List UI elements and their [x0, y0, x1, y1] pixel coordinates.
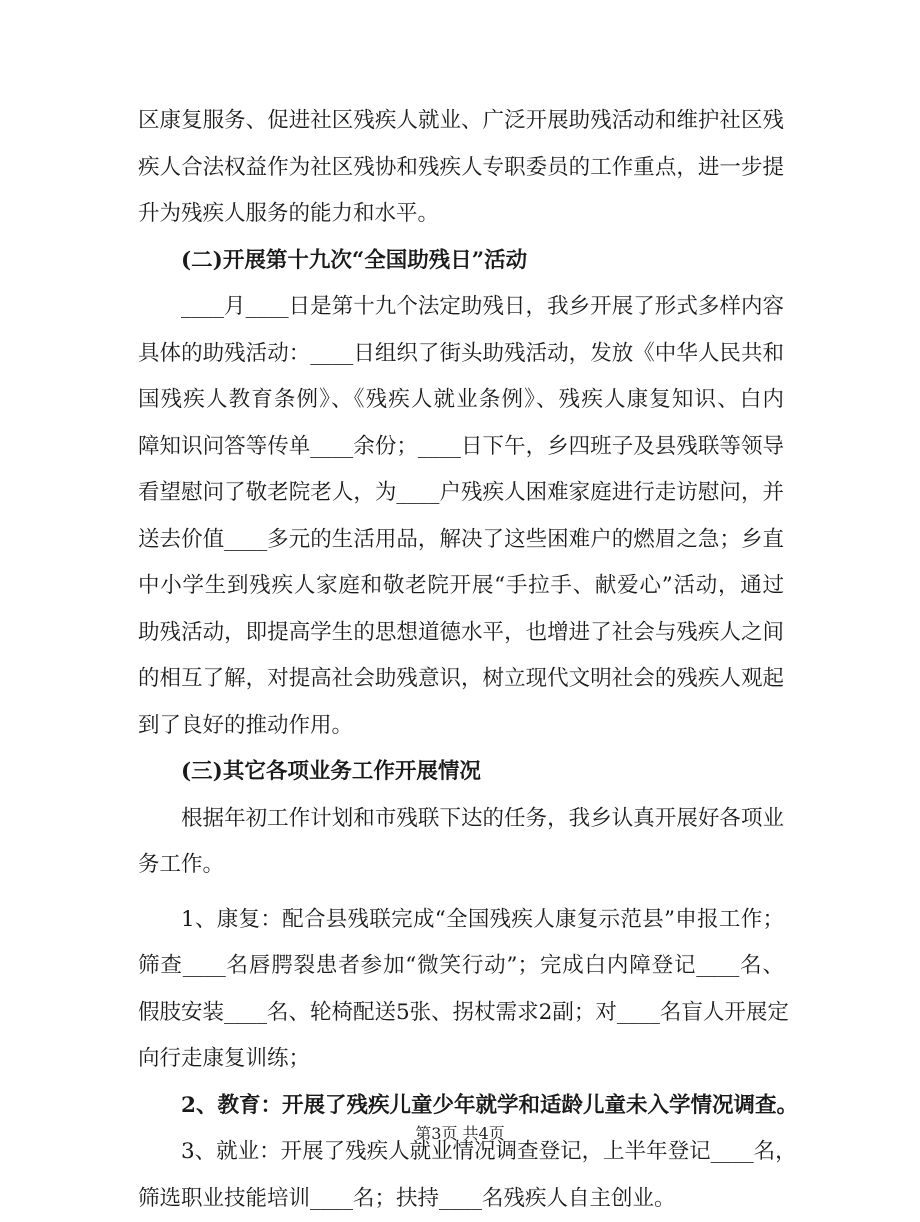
text-line: 3、就业：开展了残疾人就业情况调查登记，上半年登记____名， — [138, 1129, 784, 1176]
text-line: 具体的助残活动：____日组织了街头助残活动，发放《中华人民共和 — [138, 331, 784, 378]
text-line: 区康复服务、促进社区残疾人就业、广泛开展助残活动和维护社区残 — [138, 98, 784, 145]
text-line: 务工作。 — [138, 842, 784, 889]
text-line: 的相互了解，对提高社会助残意识，树立现代文明社会的残疾人观起 — [138, 656, 784, 703]
spacer — [138, 889, 784, 897]
text-line: ____月____日是第十九个法定助残日，我乡开展了形式多样内容 — [138, 284, 784, 331]
text-line: 中小学生到残疾人家庭和敬老院开展“手拉手、献爱心”活动，通过 — [138, 563, 784, 610]
text-line: 升为残疾人服务的能力和水平。 — [138, 191, 784, 238]
text-line: 1、康复：配合县残联完成“全国残疾人康复示范县”申报工作； — [138, 897, 784, 944]
section-heading-other-work: (三)其它各项业务工作开展情况 — [138, 749, 784, 796]
text-line: 疾人合法权益作为社区残协和残疾人专职委员的工作重点，进一步提 — [138, 145, 784, 192]
text-line: 国残疾人教育条例》、《残疾人就业条例》、残疾人康复知识、白内 — [138, 377, 784, 424]
text-line: 根据年初工作计划和市残联下达的任务，我乡认真开展好各项业 — [138, 796, 784, 843]
page-number-footer: 第3页 共4页 — [0, 1124, 920, 1144]
paragraph-disability-day — [138, 284, 784, 749]
paragraph-rehab-services — [138, 98, 784, 238]
list-item-rehabilitation — [138, 897, 784, 1083]
text-line: 向行走康复训练； — [138, 1036, 784, 1083]
text-line: 筛选职业技能培训____名；扶持____名残疾人自主创业。 — [138, 1176, 784, 1222]
text-line: 筛查____名唇腭裂患者参加“微笑行动”；完成白内障登记____名、 — [138, 943, 784, 990]
text-line: 到了良好的推动作用。 — [138, 703, 784, 750]
document-body — [138, 98, 784, 1222]
section-heading-disability-day: (二)开展第十九次“全国助残日”活动 — [138, 238, 784, 285]
text-line: 看望慰问了敬老院老人，为____户残疾人困难家庭进行走访慰问，并 — [138, 470, 784, 517]
text-line: 送去价值____多元的生活用品，解决了这些困难户的燃眉之急；乡直 — [138, 517, 784, 564]
text-line: 障知识问答等传单____余份；____日下午，乡四班子及县残联等领导 — [138, 424, 784, 471]
list-item-education: 2、教育：开展了残疾儿童少年就学和适龄儿童未入学情况调查。 — [138, 1083, 784, 1130]
text-line: 假肢安装____名、轮椅配送5张、拐杖需求2副；对____名盲人开展定 — [138, 990, 784, 1037]
text-line: 助残活动，即提高学生的思想道德水平，也增进了社会与残疾人之间 — [138, 610, 784, 657]
paragraph-other-work — [138, 796, 784, 889]
